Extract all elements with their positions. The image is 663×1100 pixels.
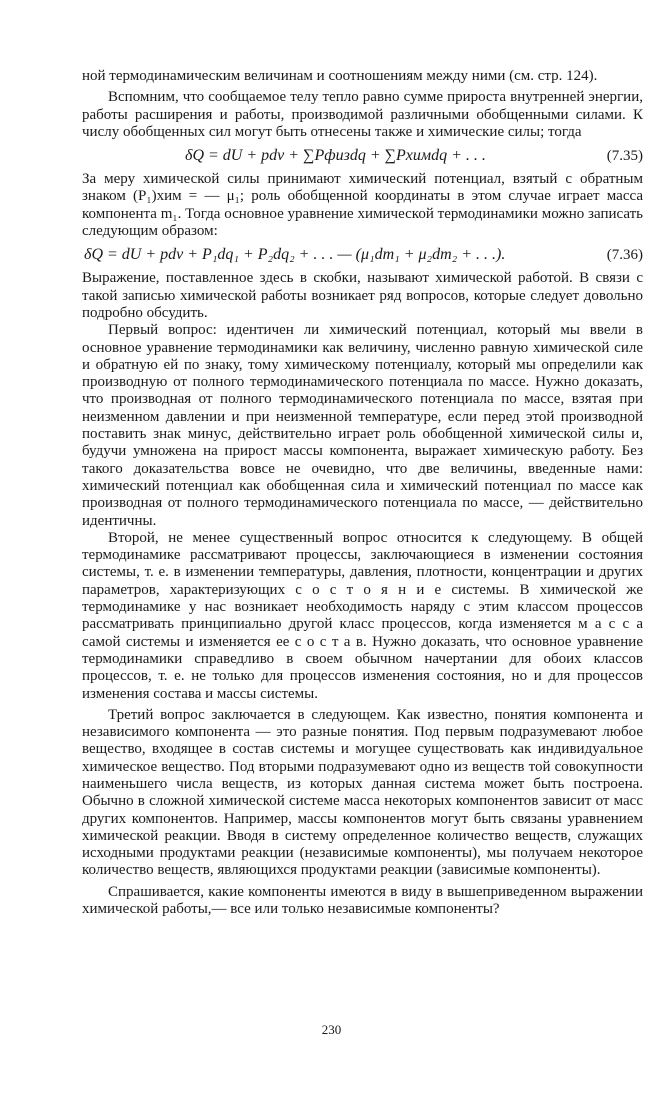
equation-7-35-formula: δQ = dU + pdv + ∑Pфизdq + ∑Pхимdq + . . . [185,147,486,165]
paragraph-chemical-potential: За меру химической силы принимают химический потенциал, взятый с обратным знаком (P₁)хим = — μ₁; роль обобщенной координаты в этом случае играет масса компонента m₁. Тогда основное уравнение химической термодинамики можно записать следующим образом: [82,171,643,240]
equation-7-35 [82,141,643,171]
paragraph-second-question: Второй, не менее существенный вопрос относится к следующему. В общей термодинамике рассматривают процессы, заключающиеся в изменении состояния системы, т. е. в изменении температуры, давления, плотности, концентрации и других параметров, характеризующих с о с т о я н и е системы. В химической же термодинамике у нас возникает необходимость наряду с этим классом процессов рассматривать принципиально другой класс процессов, когда изменяется м а с с а самой системы и изменяется ее с о с т а в. Нужно доказать, что основное уравнение термодинамики справедливо в своем обычном начертании для обоих классов процессов, т. е. не только для процессов изменения состояния, но и для процессов изменения состава и массы системы. [82,529,643,702]
equation-7-36-formula: δQ = dU + pdv + P₁dq₁ + P₂dq₂ + . . . — (μ₁dm₁ + μ₂dm₂ + . . .). [84,246,506,264]
paragraph-third-question: Третий вопрос заключается в следующем. Как известно, понятия компонента и независимого компонента — это разные понятия. Под первым подразумевают любое вещество, входящее в состав системы и могущее существовать как индивидуальное химическое вещество. Под вторыми подразумевают одно из веществ той совокупности наименьшего числа веществ, из которых данная система может быть построена. Обычно в сложной химической системе масса некоторых компонентов зависит от масс других компонентов. Например, массы компонентов могут быть связаны уравнением химической реакции. Вводя в систему определенное количество веществ, служащих исходными продуктами реакции (независимые компоненты), мы получаем некоторое количество веществ, являющихся продуктами реакции (зависимые компоненты). [82,706,643,879]
paragraph-continuation: ной термодинамическим величинам и соотношениям между ними (см. стр. 124). [82,68,598,84]
paragraph-first-question: Первый вопрос: идентичен ли химический потенциал, который мы ввели в основное уравнение термодинамики как величину, численно равную химической силе и обратную ей по знаку, тому химическому потенциалу, который мы определили как производную от полного термодинамического потенциала по массе. Нужно доказать, что производная от полного термодинамического потенциала по массе, взятая при неизменном давлении и при неизменной температуре, если перед этой производной поставить знак минус, действительно играет роль обобщенной химической силы и, будучи умножена на прирост массы компонента, выражает химическую работу. Без такого доказательства вовсе не очевидно, что две величины, введенные нами: химический потенциал как обобщенная сила и химический потенциал по массе как производная от полного термодинамического потенциала по массе, — действительно идентичны. [82,322,643,529]
equation-7-35-number: (7.35) [606,148,643,165]
equation-7-36-number: (7.36) [606,247,643,264]
paragraph-chemical-work: Выражение, поставленное здесь в скобки, называют химической работой. В связи с такой записью химической работы возникает ряд вопросов, которые следует довольно подробно обсудить. [82,270,643,321]
page-number: 230 [321,1022,342,1037]
equation-7-36 [82,240,643,270]
paragraph-heat-sum: Вспомним, что сообщаемое телу тепло равно сумме прироста внутренней энергии, работы расширения и работы, производимой различными обобщенными силами. К числу обобщенных сил могут быть отнесены также и химические силы; тогда [82,89,643,140]
paragraph-final-question: Спрашивается, какие компоненты имеются в виду в вышеприведенном выражении химической работы,— все или только независимые компоненты? [82,883,643,918]
